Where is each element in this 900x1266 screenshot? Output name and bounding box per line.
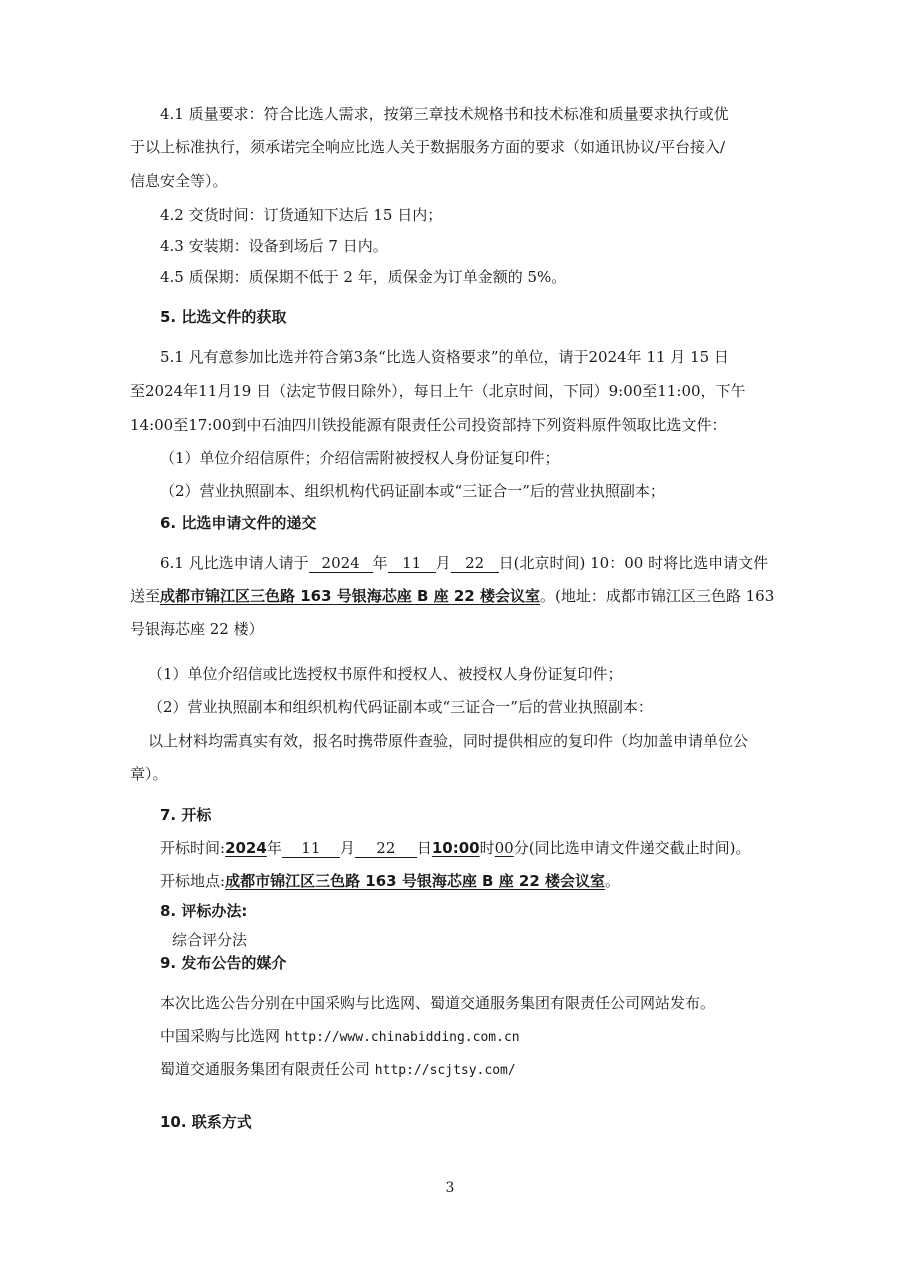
opening-place-label: 开标地点: (160, 872, 226, 890)
s4-line-1: 4.1 质量要求：符合比选人需求，按第三章技术规格书和技术标准和质量要求执行或优 (160, 105, 729, 123)
page-number: 3 (445, 1180, 455, 1196)
s4-line-2: 于以上标准执行，须承诺完全响应比选人关于数据服务方面的要求（如通讯协议/平台接入/ (130, 138, 726, 156)
media-chinabidding-label: 中国采购与比选网 (160, 1027, 281, 1045)
opening-place-end: 。 (605, 872, 621, 890)
s5-line-3: 14:00至17:00到中石油四川铁投能源有限责任公司投资部持下列资料原件领取比选文件： (130, 416, 727, 434)
opening-time (160, 838, 750, 858)
warranty-period: 4.5 质保期：质保期不低于 2 年，质保金为订单金额的 5%。 (160, 268, 567, 286)
s6-line-7: 章）。 (130, 765, 168, 783)
scjtsy-url[interactable]: http://scjtsy.com/ (374, 1063, 516, 1078)
opening-time-suffix: 分(同比选申请文件递交截止时间)。 (513, 839, 751, 857)
s6-item-2: （2）营业执照副本和组织机构代码证副本或“三证合一”后的营业执照副本： (148, 698, 653, 716)
opening-time-label: 开标时间: (160, 839, 226, 857)
submit-day: 22 (451, 554, 499, 573)
opening-minute: 00 (494, 839, 514, 857)
submit-year: 2024 (309, 554, 373, 573)
section-6-heading: 6. 比选申请文件的递交 (160, 514, 317, 532)
submit-month: 11 (388, 554, 436, 573)
year-char: 年 (372, 554, 388, 572)
opening-hour-char: 时 (479, 839, 495, 857)
opening-hour: 10:00 (431, 839, 480, 857)
media-scjtsy-label: 蜀道交通服务集团有限责任公司 (160, 1060, 371, 1078)
opening-month-char: 月 (339, 839, 355, 857)
s6-line-1-suffix: 日(北京时间) 10：00 时将比选申请文件 (498, 554, 769, 572)
media-scjtsy (160, 1059, 516, 1081)
s5-line-1: 5.1 凡有意参加比选并符合第3条“比选人资格要求”的单位，请于2024年 11 月 15 日 (160, 348, 729, 366)
media-chinabidding (160, 1026, 520, 1048)
s4-line-3: 信息安全等）。 (130, 172, 228, 190)
s6-line-2-suffix: 。(地址：成都市锦江区三色路 163 (539, 587, 775, 605)
s6-line-3: 号银海芯座 22 楼） (130, 620, 264, 638)
opening-day: 22 (355, 839, 417, 858)
s6-line-1 (160, 553, 768, 573)
installation-period: 4.3 安装期：设备到场后 7 日内。 (160, 237, 388, 255)
opening-place-value: 成都市锦江区三色路 163 号银海芯座 B 座 22 楼会议室 (225, 872, 606, 890)
section-5-heading: 5. 比选文件的获取 (160, 308, 287, 326)
opening-month: 11 (282, 839, 340, 858)
s6-item-1: （1）单位介绍信或比选授权书原件和授权人、被授权人身份证复印件； (148, 665, 623, 683)
s6-line-1-prefix: 6.1 凡比选申请人请于 (160, 554, 309, 572)
delivery-time: 4.2 交货时间：订货通知下达后 15 日内； (160, 206, 443, 224)
s9-line-1: 本次比选公告分别在中国采购与比选网、蜀道交通服务集团有限责任公司网站发布。 (160, 994, 716, 1012)
opening-year-char: 年 (266, 839, 282, 857)
submit-place: 成都市锦江区三色路 163 号银海芯座 B 座 22 楼会议室 (160, 587, 540, 605)
opening-day-char: 日 (416, 839, 432, 857)
opening-year: 2024 (225, 839, 267, 857)
section-7-heading: 7. 开标 (160, 806, 212, 824)
s5-item-2: （2）营业执照副本、组织机构代码证副本或“三证合一”后的营业执照副本； (160, 482, 665, 500)
section-10-heading: 10. 联系方式 (160, 1113, 252, 1131)
opening-place (160, 871, 620, 891)
s6-line-2 (130, 586, 774, 606)
s6-line-6: 以上材料均需真实有效，报名时携带原件查验，同时提供相应的复印件（均加盖申请单位公 (148, 732, 749, 750)
section-8-heading: 8. 评标办法: (160, 902, 248, 920)
month-char: 月 (435, 554, 451, 572)
s6-line-2-prefix: 送至 (130, 587, 161, 605)
s5-line-2: 至2024年11月19 日（法定节假日除外），每日上午（北京时间，下同）9:00至11:00，下午 (130, 382, 746, 400)
section-9-heading: 9. 发布公告的媒介 (160, 954, 287, 972)
evaluation-method: 综合评分法 (172, 931, 248, 949)
chinabidding-url[interactable]: http://www.chinabidding.com.cn (284, 1030, 520, 1045)
s5-item-1: （1）单位介绍信原件；介绍信需附被授权人身份证复印件； (160, 449, 560, 467)
